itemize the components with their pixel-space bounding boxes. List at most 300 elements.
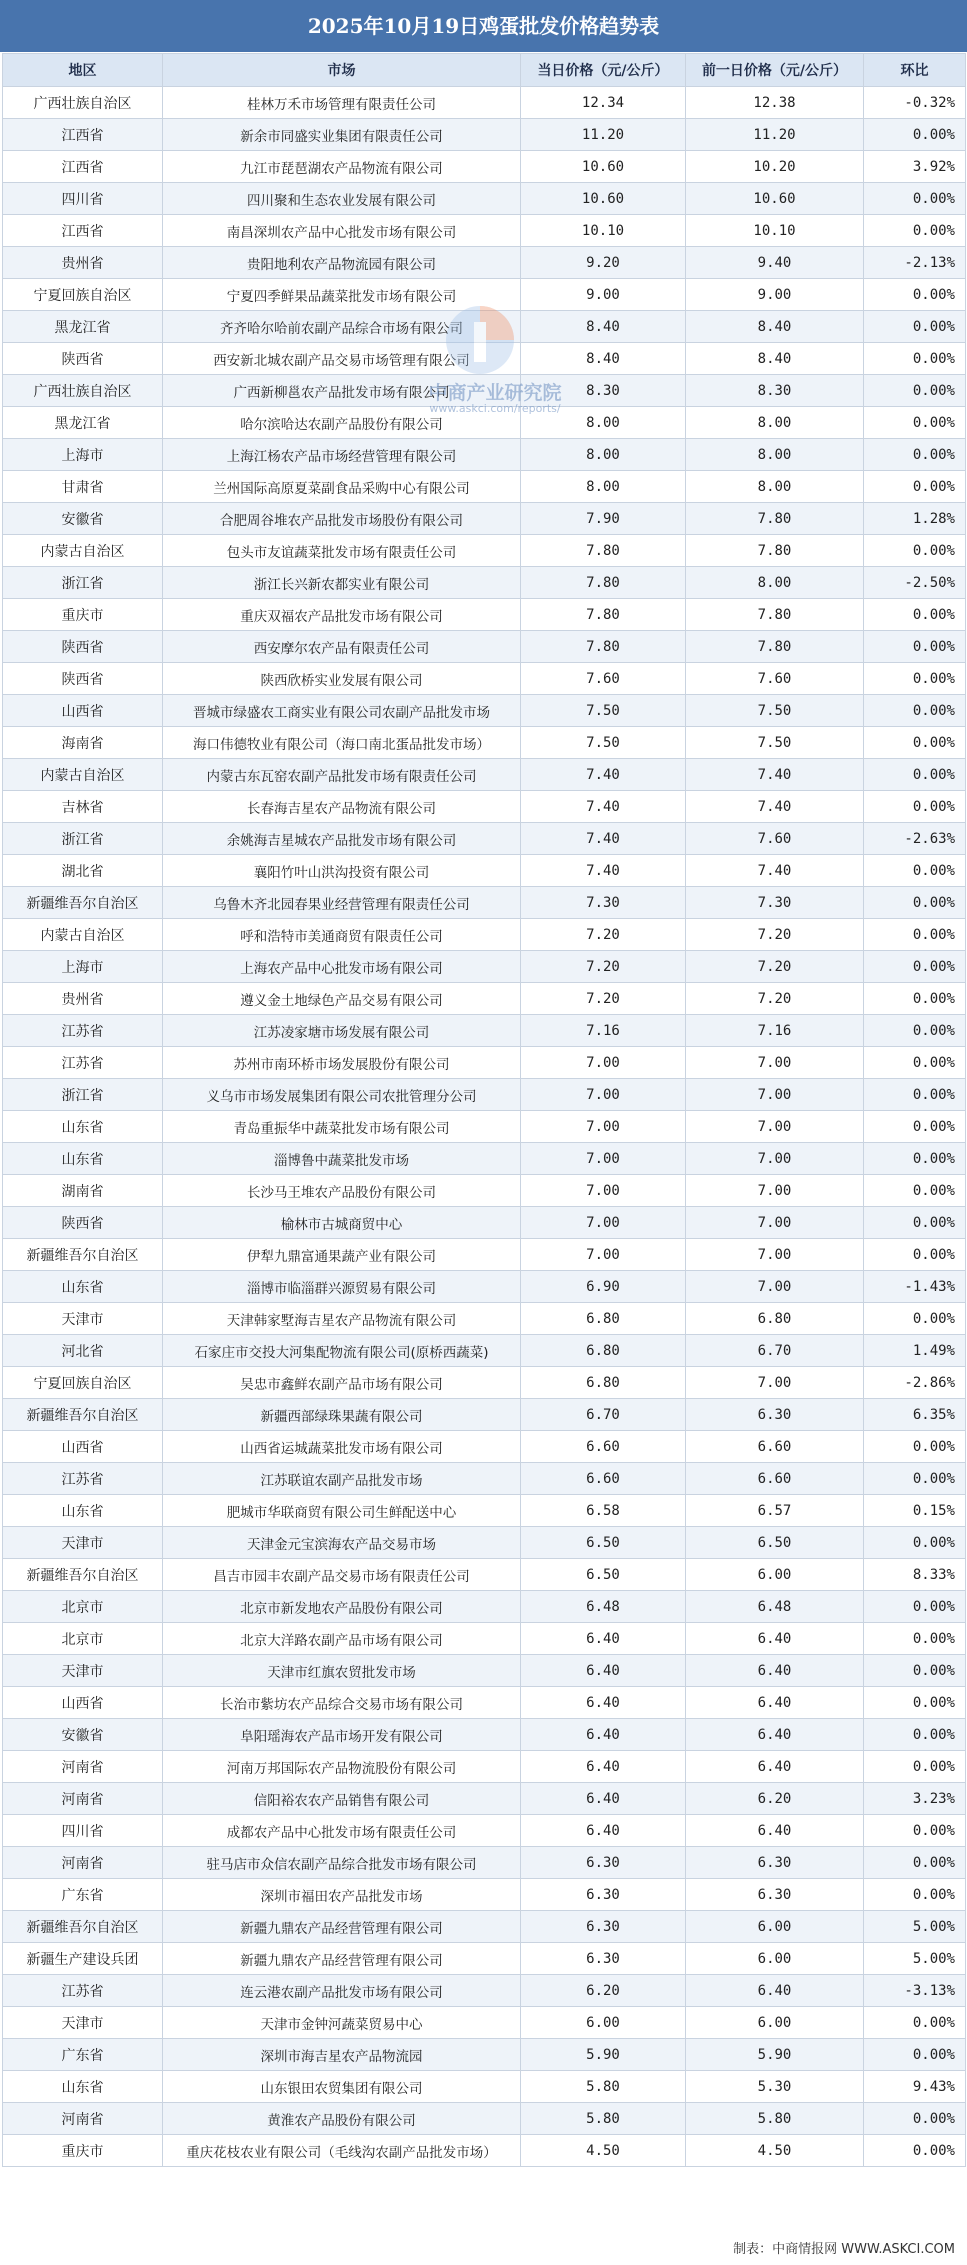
cell-region: 吉林省 [3,791,163,823]
cell-region: 新疆维吾尔自治区 [3,887,163,919]
cell-change: 0.00% [864,215,966,247]
cell-market: 苏州市南环桥市场发展股份有限公司 [163,1047,521,1079]
cell-market: 襄阳竹叶山洪沟投资有限公司 [163,855,521,887]
table-row [3,951,966,983]
cell-today-price: 6.40 [521,1815,686,1847]
cell-change: 1.28% [864,503,966,535]
cell-today-price: 5.80 [521,2071,686,2103]
cell-market: 浙江长兴新农都实业有限公司 [163,567,521,599]
cell-market: 阜阳瑶海农产品市场开发有限公司 [163,1719,521,1751]
cell-prev-price: 8.00 [686,407,864,439]
cell-prev-price: 6.70 [686,1335,864,1367]
table-body [3,87,966,2167]
table-row [3,1591,966,1623]
cell-region: 贵州省 [3,247,163,279]
cell-change: 0.00% [864,2007,966,2039]
cell-region: 湖北省 [3,855,163,887]
cell-change: 6.35% [864,1399,966,1431]
cell-change: 0.00% [864,311,966,343]
cell-region: 宁夏回族自治区 [3,279,163,311]
cell-prev-price: 7.40 [686,759,864,791]
cell-region: 陕西省 [3,631,163,663]
cell-today-price: 7.00 [521,1079,686,1111]
cell-market: 石家庄市交投大河集配物流有限公司(原桥西蔬菜) [163,1335,521,1367]
cell-region: 重庆市 [3,599,163,631]
cell-change: 0.00% [864,983,966,1015]
cell-today-price: 8.30 [521,375,686,407]
table-row [3,1207,966,1239]
cell-prev-price: 7.16 [686,1015,864,1047]
cell-change: 0.00% [864,1207,966,1239]
header-market: 市场 [163,54,521,87]
page-title: 2025年10月19日鸡蛋批发价格趋势表 [0,0,967,52]
cell-market: 天津市金钟河蔬菜贸易中心 [163,2007,521,2039]
cell-region: 新疆维吾尔自治区 [3,1239,163,1271]
table-row [3,1303,966,1335]
cell-market: 天津金元宝滨海农产品交易市场 [163,1527,521,1559]
cell-region: 北京市 [3,1623,163,1655]
table-row [3,1079,966,1111]
cell-today-price: 6.40 [521,1751,686,1783]
cell-prev-price: 7.00 [686,1047,864,1079]
cell-change: 0.00% [864,1815,966,1847]
cell-region: 江苏省 [3,1047,163,1079]
cell-region: 新疆维吾尔自治区 [3,1911,163,1943]
cell-change: 9.43% [864,2071,966,2103]
cell-market: 长治市紫坊农产品综合交易市场有限公司 [163,1687,521,1719]
cell-region: 江苏省 [3,1015,163,1047]
cell-prev-price: 7.00 [686,1143,864,1175]
cell-region: 河北省 [3,1335,163,1367]
cell-prev-price: 6.30 [686,1399,864,1431]
cell-prev-price: 7.00 [686,1271,864,1303]
cell-prev-price: 7.20 [686,919,864,951]
cell-change: -1.43% [864,1271,966,1303]
cell-today-price: 8.40 [521,343,686,375]
cell-region: 陕西省 [3,343,163,375]
table-row [3,1367,966,1399]
cell-prev-price: 7.20 [686,951,864,983]
cell-prev-price: 8.00 [686,439,864,471]
cell-today-price: 7.50 [521,695,686,727]
cell-market: 山东银田农贸集团有限公司 [163,2071,521,2103]
table-row [3,1015,966,1047]
cell-change: 1.49% [864,1335,966,1367]
cell-today-price: 6.50 [521,1527,686,1559]
cell-region: 江苏省 [3,1463,163,1495]
cell-prev-price: 6.00 [686,1911,864,1943]
cell-change: 5.00% [864,1943,966,1975]
cell-market: 淄博鲁中蔬菜批发市场 [163,1143,521,1175]
cell-change: 0.00% [864,1143,966,1175]
cell-change: 8.33% [864,1559,966,1591]
cell-region: 山西省 [3,695,163,727]
table-row [3,1111,966,1143]
cell-today-price: 7.00 [521,1239,686,1271]
cell-market: 驻马店市众信农副产品综合批发市场有限公司 [163,1847,521,1879]
table-row [3,1527,966,1559]
cell-market: 呼和浩特市美通商贸有限责任公司 [163,919,521,951]
cell-market: 天津市红旗农贸批发市场 [163,1655,521,1687]
cell-today-price: 7.80 [521,599,686,631]
cell-region: 安徽省 [3,503,163,535]
cell-market: 深圳市福田农产品批发市场 [163,1879,521,1911]
cell-region: 宁夏回族自治区 [3,1367,163,1399]
cell-prev-price: 6.48 [686,1591,864,1623]
cell-today-price: 9.20 [521,247,686,279]
cell-change: 0.00% [864,1431,966,1463]
cell-market: 宁夏四季鲜果品蔬菜批发市场有限公司 [163,279,521,311]
cell-market: 重庆花枝农业有限公司（毛线沟农副产品批发市场） [163,2135,521,2167]
table-row [3,887,966,919]
cell-market: 新疆九鼎农产品经营管理有限公司 [163,1943,521,1975]
table-row [3,2071,966,2103]
cell-change: 0.00% [864,1879,966,1911]
cell-prev-price: 7.00 [686,1367,864,1399]
cell-change: 0.00% [864,1751,966,1783]
table-row [3,407,966,439]
cell-prev-price: 6.40 [686,1623,864,1655]
cell-region: 海南省 [3,727,163,759]
watermark-url: www.askci.com/reports/ [429,402,561,415]
cell-change: 0.00% [864,2103,966,2135]
cell-change: 0.00% [864,375,966,407]
cell-market: 青岛重振华中蔬菜批发市场有限公司 [163,1111,521,1143]
cell-market: 陕西欣桥实业发展有限公司 [163,663,521,695]
cell-region: 山西省 [3,1431,163,1463]
cell-prev-price: 7.80 [686,631,864,663]
cell-today-price: 6.30 [521,1943,686,1975]
cell-today-price: 6.40 [521,1655,686,1687]
cell-today-price: 6.40 [521,1783,686,1815]
cell-prev-price: 7.40 [686,855,864,887]
cell-change: 0.00% [864,471,966,503]
cell-change: -2.86% [864,1367,966,1399]
cell-change: 0.00% [864,407,966,439]
cell-market: 晋城市绿盛农工商实业有限公司农副产品批发市场 [163,695,521,727]
cell-region: 四川省 [3,1815,163,1847]
cell-prev-price: 7.50 [686,727,864,759]
table-row [3,279,966,311]
cell-change: -2.13% [864,247,966,279]
cell-prev-price: 7.00 [686,1111,864,1143]
cell-region: 黑龙江省 [3,311,163,343]
cell-prev-price: 7.80 [686,503,864,535]
cell-region: 甘肃省 [3,471,163,503]
cell-change: -2.50% [864,567,966,599]
cell-change: 0.00% [864,1239,966,1271]
cell-prev-price: 10.60 [686,183,864,215]
cell-region: 天津市 [3,1655,163,1687]
table-row [3,247,966,279]
cell-region: 广西壮族自治区 [3,87,163,119]
cell-market: 江苏联谊农副产品批发市场 [163,1463,521,1495]
cell-change: 3.23% [864,1783,966,1815]
cell-region: 山西省 [3,1687,163,1719]
cell-today-price: 7.30 [521,887,686,919]
cell-region: 浙江省 [3,823,163,855]
table-row [3,1399,966,1431]
cell-market: 新疆西部绿珠果蔬有限公司 [163,1399,521,1431]
cell-change: 5.00% [864,1911,966,1943]
table-row [3,183,966,215]
cell-market: 成都农产品中心批发市场有限责任公司 [163,1815,521,1847]
cell-region: 河南省 [3,1751,163,1783]
cell-today-price: 6.40 [521,1719,686,1751]
cell-today-price: 10.60 [521,183,686,215]
cell-change: 0.00% [864,183,966,215]
table-row [3,471,966,503]
table-row [3,1879,966,1911]
cell-prev-price: 8.30 [686,375,864,407]
table-row [3,663,966,695]
cell-region: 广东省 [3,2039,163,2071]
cell-market: 江苏凌家塘市场发展有限公司 [163,1015,521,1047]
cell-region: 天津市 [3,2007,163,2039]
cell-market: 四川聚和生态农业发展有限公司 [163,183,521,215]
table-row [3,1943,966,1975]
cell-prev-price: 8.00 [686,567,864,599]
cell-market: 长沙马王堆农产品股份有限公司 [163,1175,521,1207]
cell-region: 河南省 [3,1847,163,1879]
cell-prev-price: 7.00 [686,1239,864,1271]
cell-region: 河南省 [3,1783,163,1815]
cell-prev-price: 6.57 [686,1495,864,1527]
cell-change: 0.00% [864,631,966,663]
cell-today-price: 7.00 [521,1047,686,1079]
cell-prev-price: 12.38 [686,87,864,119]
cell-market: 西安新北城农副产品交易市场管理有限公司 [163,343,521,375]
table-row [3,1175,966,1207]
table-row [3,1783,966,1815]
cell-prev-price: 7.30 [686,887,864,919]
cell-change: 0.00% [864,1463,966,1495]
cell-region: 浙江省 [3,567,163,599]
cell-prev-price: 6.60 [686,1463,864,1495]
cell-today-price: 9.00 [521,279,686,311]
cell-today-price: 6.00 [521,2007,686,2039]
cell-change: 0.00% [864,1719,966,1751]
cell-region: 山东省 [3,1143,163,1175]
cell-change: 0.00% [864,1527,966,1559]
cell-market: 余姚海吉星城农产品批发市场有限公司 [163,823,521,855]
cell-region: 黑龙江省 [3,407,163,439]
cell-change: 0.00% [864,759,966,791]
cell-today-price: 5.80 [521,2103,686,2135]
cell-prev-price: 5.80 [686,2103,864,2135]
cell-market: 肥城市华联商贸有限公司生鲜配送中心 [163,1495,521,1527]
cell-today-price: 7.00 [521,1143,686,1175]
table-row [3,1911,966,1943]
cell-market: 新疆九鼎农产品经营管理有限公司 [163,1911,521,1943]
cell-today-price: 8.00 [521,407,686,439]
cell-change: 0.00% [864,1623,966,1655]
price-table [2,53,966,2167]
cell-market: 重庆双福农产品批发市场有限公司 [163,599,521,631]
cell-change: -3.13% [864,1975,966,2007]
table-row [3,1495,966,1527]
cell-region: 天津市 [3,1527,163,1559]
cell-today-price: 7.00 [521,1111,686,1143]
cell-prev-price: 8.40 [686,343,864,375]
table-row [3,503,966,535]
cell-today-price: 7.20 [521,919,686,951]
cell-market: 新余市同盛实业集团有限责任公司 [163,119,521,151]
cell-today-price: 7.40 [521,759,686,791]
cell-prev-price: 11.20 [686,119,864,151]
table-row [3,2135,966,2167]
cell-market: 南昌深圳农产品中心批发市场有限公司 [163,215,521,247]
cell-prev-price: 5.30 [686,2071,864,2103]
cell-change: 0.00% [864,1303,966,1335]
cell-change: -0.32% [864,87,966,119]
cell-change: 0.00% [864,343,966,375]
table-row [3,1431,966,1463]
cell-today-price: 5.90 [521,2039,686,2071]
table-row [3,1143,966,1175]
cell-today-price: 11.20 [521,119,686,151]
cell-today-price: 7.20 [521,983,686,1015]
cell-region: 天津市 [3,1303,163,1335]
cell-prev-price: 10.10 [686,215,864,247]
cell-today-price: 10.10 [521,215,686,247]
cell-today-price: 7.80 [521,535,686,567]
cell-region: 北京市 [3,1591,163,1623]
cell-market: 哈尔滨哈达农副产品股份有限公司 [163,407,521,439]
cell-market: 昌吉市园丰农副产品交易市场有限责任公司 [163,1559,521,1591]
cell-prev-price: 6.40 [686,1655,864,1687]
cell-prev-price: 7.00 [686,1175,864,1207]
cell-market: 天津韩家墅海吉星农产品物流有限公司 [163,1303,521,1335]
cell-prev-price: 7.00 [686,1079,864,1111]
cell-change: 0.00% [864,1079,966,1111]
cell-region: 新疆维吾尔自治区 [3,1399,163,1431]
cell-today-price: 7.00 [521,1207,686,1239]
table-row [3,1271,966,1303]
cell-change: 0.00% [864,599,966,631]
cell-today-price: 7.40 [521,791,686,823]
cell-market: 北京大洋路农副产品市场有限公司 [163,1623,521,1655]
cell-region: 广东省 [3,1879,163,1911]
cell-change: 0.00% [864,1591,966,1623]
cell-change: 0.00% [864,1015,966,1047]
table-row [3,599,966,631]
cell-prev-price: 8.40 [686,311,864,343]
cell-prev-price: 6.60 [686,1431,864,1463]
cell-today-price: 7.90 [521,503,686,535]
cell-today-price: 6.90 [521,1271,686,1303]
watermark-text: 中商产业研究院 [428,382,562,404]
cell-market: 连云港农副产品批发市场有限公司 [163,1975,521,2007]
cell-change: 0.00% [864,1687,966,1719]
cell-change: 0.00% [864,791,966,823]
cell-today-price: 6.40 [521,1687,686,1719]
cell-prev-price: 9.40 [686,247,864,279]
cell-prev-price: 6.40 [686,1719,864,1751]
table-row [3,1623,966,1655]
cell-market: 合肥周谷堆农产品批发市场股份有限公司 [163,503,521,535]
cell-today-price: 7.40 [521,855,686,887]
table-row [3,375,966,407]
table-row [3,1751,966,1783]
cell-market: 吴忠市鑫鲜农副产品市场有限公司 [163,1367,521,1399]
header-today-price: 当日价格（元/公斤） [521,54,686,87]
cell-change: 0.00% [864,119,966,151]
table-row [3,631,966,663]
cell-region: 内蒙古自治区 [3,919,163,951]
table-row [3,695,966,727]
cell-today-price: 6.30 [521,1879,686,1911]
cell-market: 内蒙古东瓦窑农副产品批发市场有限责任公司 [163,759,521,791]
table-header-row [3,54,966,87]
cell-market: 乌鲁木齐北园春果业经营管理有限责任公司 [163,887,521,919]
cell-change: 0.00% [864,1847,966,1879]
cell-today-price: 6.80 [521,1367,686,1399]
cell-change: 0.00% [864,439,966,471]
cell-market: 北京市新发地农产品股份有限公司 [163,1591,521,1623]
cell-market: 黄淮农产品股份有限公司 [163,2103,521,2135]
cell-prev-price: 8.00 [686,471,864,503]
cell-market: 广西新柳邕农产品批发市场有限公司 [163,375,521,407]
cell-prev-price: 5.90 [686,2039,864,2071]
table-row [3,1655,966,1687]
cell-region: 安徽省 [3,1719,163,1751]
cell-region: 山东省 [3,1111,163,1143]
cell-change: 0.00% [864,535,966,567]
cell-prev-price: 6.40 [686,1687,864,1719]
cell-market: 义乌市市场发展集团有限公司农批管理分公司 [163,1079,521,1111]
cell-region: 广西壮族自治区 [3,375,163,407]
cell-market: 兰州国际高原夏菜副食品采购中心有限公司 [163,471,521,503]
table-row [3,855,966,887]
cell-prev-price: 7.80 [686,535,864,567]
table-row [3,983,966,1015]
cell-region: 山东省 [3,1495,163,1527]
cell-market: 榆林市古城商贸中心 [163,1207,521,1239]
cell-market: 上海农产品中心批发市场有限公司 [163,951,521,983]
table-row [3,1815,966,1847]
table-row [3,791,966,823]
cell-prev-price: 7.20 [686,983,864,1015]
cell-region: 四川省 [3,183,163,215]
cell-today-price: 6.80 [521,1303,686,1335]
table-row [3,1335,966,1367]
cell-prev-price: 6.40 [686,1975,864,2007]
cell-change: 0.00% [864,855,966,887]
cell-prev-price: 9.00 [686,279,864,311]
table-row [3,215,966,247]
cell-market: 桂林万禾市场管理有限责任公司 [163,87,521,119]
cell-market: 海口伟德牧业有限公司（海口南北蛋品批发市场） [163,727,521,759]
table-row [3,919,966,951]
cell-today-price: 7.40 [521,823,686,855]
cell-region: 陕西省 [3,663,163,695]
cell-today-price: 6.60 [521,1463,686,1495]
table-row [3,535,966,567]
table-row [3,1047,966,1079]
cell-market: 深圳市海吉星农产品物流园 [163,2039,521,2071]
cell-today-price: 6.30 [521,1847,686,1879]
cell-prev-price: 6.40 [686,1815,864,1847]
cell-prev-price: 6.30 [686,1879,864,1911]
table-row [3,727,966,759]
cell-prev-price: 7.60 [686,663,864,695]
cell-prev-price: 6.30 [686,1847,864,1879]
cell-today-price: 7.16 [521,1015,686,1047]
cell-region: 重庆市 [3,2135,163,2167]
cell-today-price: 6.20 [521,1975,686,2007]
cell-prev-price: 7.00 [686,1207,864,1239]
